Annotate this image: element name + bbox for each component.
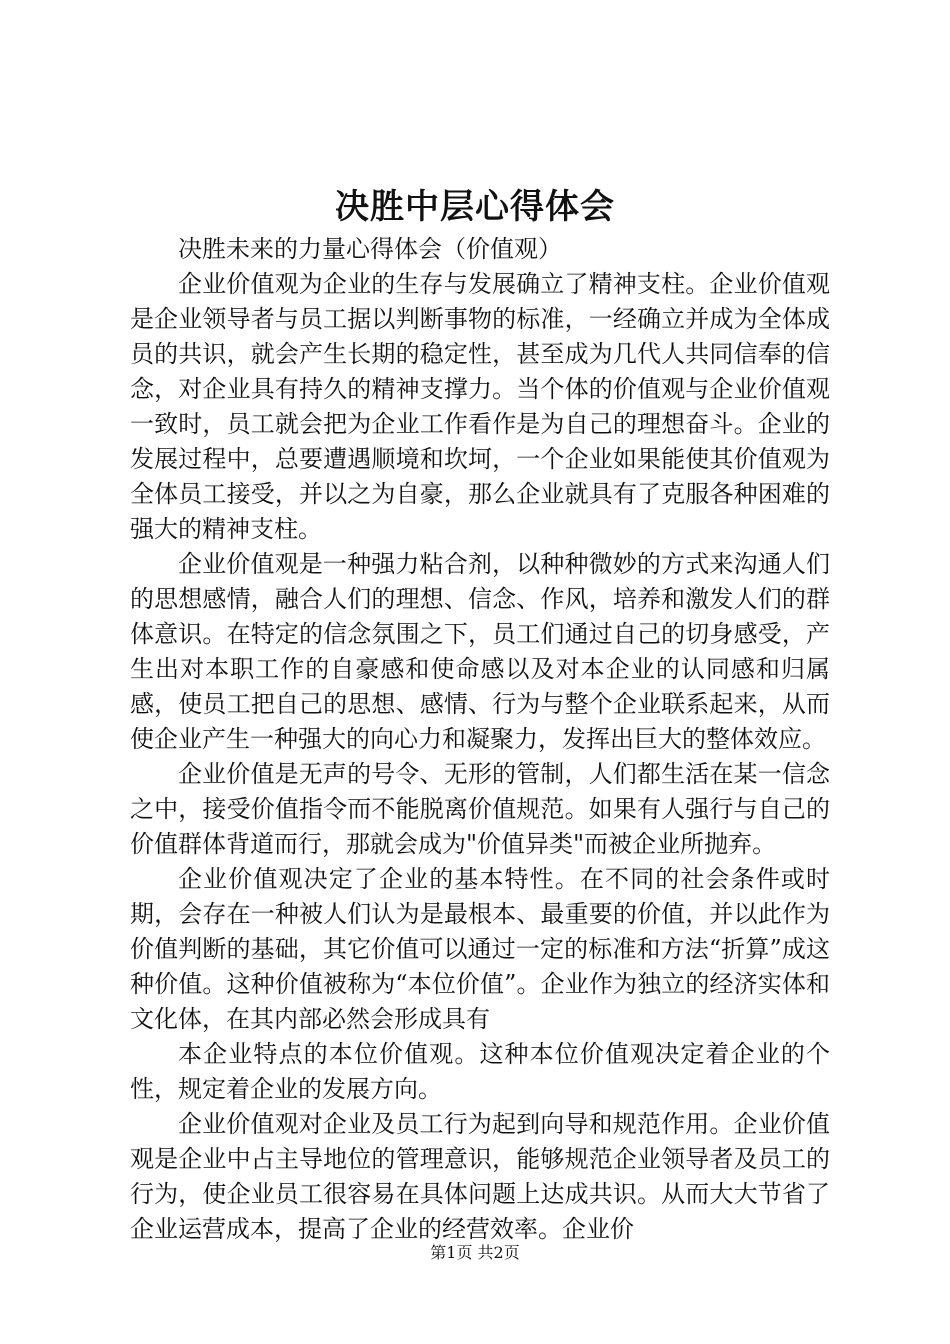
subtitle-paragraph: 决胜未来的力量心得体会（价值观） bbox=[178, 235, 562, 263]
body-paragraph: 企业价值观对企业及员工行为起到向导和规范作用。企业价值观是企业中占主导地位的管理意识，能够规范企业领导者及员工的行为，使企业员工很容易在具体问题上达成共识。从而大大节省了企业运营成本，提高了企业的经营效率。企业价 bbox=[130, 1110, 830, 1243]
body-paragraph: 本企业特点的本位价值观。这种本位价值观决定着企业的个性，规定着企业的发展方向。 bbox=[130, 1040, 830, 1103]
body-paragraph: 企业价值观是一种强力粘合剂，以种种微妙的方式来沟通人们的思想感情，融合人们的理想、信念、作风，培养和激发人们的群体意识。在特定的信念氛围之下，员工们通过自己的切身感受，产生出对本职工作的自豪感和使命感以及对本企业的认同感和归属感，使员工把自己的思想、感情、行为与整个企业联系起来，从而使企业产生一种强大的向心力和凝聚力，发挥出巨大的整体效应。 bbox=[130, 550, 830, 753]
document-body bbox=[130, 232, 830, 1247]
document-title: 决胜中层心得体会 bbox=[335, 187, 615, 227]
body-paragraph: 企业价值是无声的号令、无形的管制，人们都生活在某一信念之中，接受价值指令而不能脱离价值规范。如果有人强行与自己的价值群体背道而行，那就会成为"价值异类"而被企业所抛弃。 bbox=[130, 760, 830, 858]
body-paragraph: 企业价值观决定了企业的基本特性。在不同的社会条件或时期，会存在一种被人们认为是最根本、最重要的价值，并以此作为价值判断的基础，其它价值可以通过一定的标准和方法“折算”成这种价值。这种价值被称为“本位价值”。企业作为独立的经济实体和文化体，在其内部必然会形成具有 bbox=[130, 865, 830, 1033]
page-footer: 第1页 共2页 bbox=[430, 1243, 520, 1262]
body-paragraph: 企业价值观为企业的生存与发展确立了精神支柱。企业价值观是企业领导者与员工据以判断事物的标准，一经确立并成为全体成员的共识，就会产生长期的稳定性，甚至成为几代人共同信奉的信念，对企业具有持久的精神支撑力。当个体的价值观与企业价值观一致时，员工就会把为企业工作看作是为自己的理想奋斗。企业的发展过程中，总要遭遇顺境和坎坷，一个企业如果能使其价值观为全体员工接受，并以之为自豪，那么企业就具有了克服各种困难的强大的精神支柱。 bbox=[130, 270, 830, 543]
